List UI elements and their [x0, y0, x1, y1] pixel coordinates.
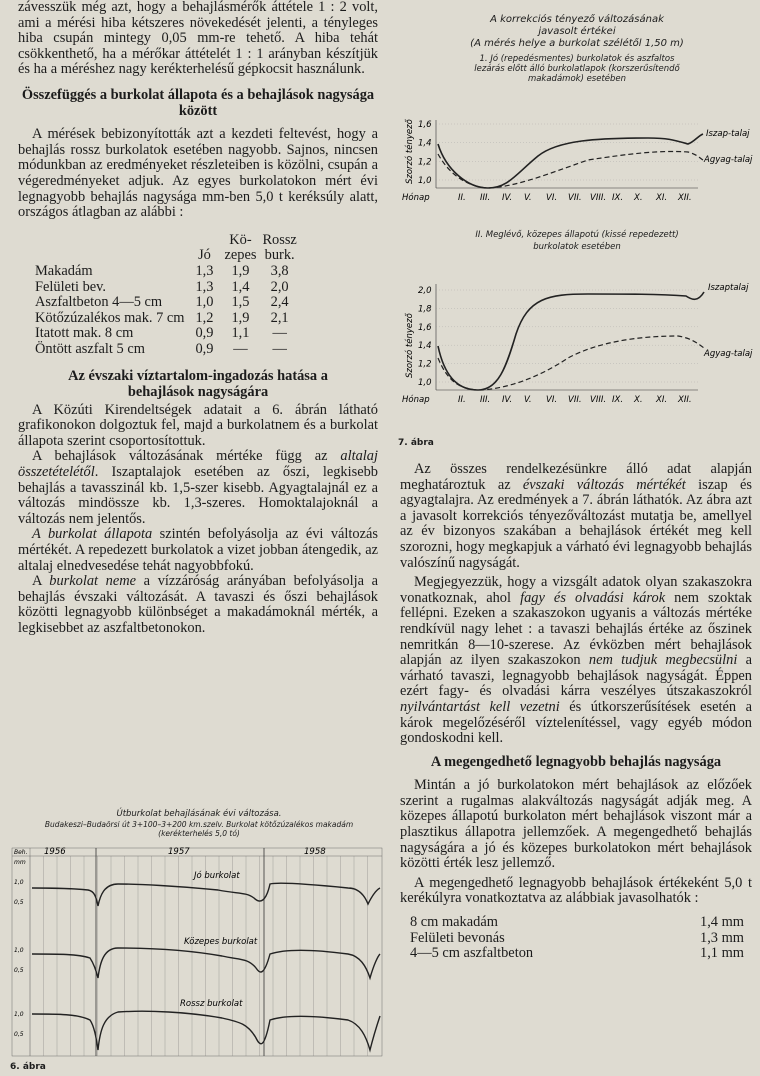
fig7-month-label: VIII. [590, 193, 607, 203]
text: Az összes rendelkezésünkre álló adat alapján meghatároztuk az [400, 461, 752, 493]
table-row [32, 264, 300, 280]
figure-7 [398, 2, 756, 452]
deflection-table [32, 233, 300, 358]
emphasis: nyilvántartást kell vezetni [400, 698, 560, 715]
text: Megjegyezzük, hogy a vizsgált adatok olyan szakaszokra vonatkoznak, ahol [400, 574, 752, 606]
fig6-ytick: 1,0 [14, 947, 24, 954]
text: a vízzáróság arányában befolyásolja a behajlás évszaki változását. A tavaszi és őszi behajlások közötti legnagyobb különbséget a makadámoknál mérték, a legkisebbet az aszfaltbetonokon. [18, 573, 378, 636]
list-item-value: 1,4 mm [700, 914, 744, 931]
cell: 1,9 [231, 262, 250, 279]
fig7-axes-2 [436, 284, 698, 390]
col-head-kozepes: Kö- zepes [224, 231, 257, 264]
fig7-ytick: 1,4 [418, 341, 432, 352]
col-head-jo: Jó [198, 247, 211, 264]
fig7-month-label: X. [634, 193, 643, 203]
fig6-year-1: 1956 [44, 847, 66, 857]
fig7-axes-1 [436, 120, 698, 188]
list-item-name: 8 cm makadám [410, 914, 498, 931]
emphasis: burkolat neme [49, 573, 137, 590]
emphasis: fagy és olvadási károk [520, 589, 666, 606]
fig6-ytick: 1,0 [14, 1011, 24, 1018]
text: A behajlások változásának mértéke függ az [32, 448, 341, 465]
left-column [18, 0, 378, 637]
kozuti-paragraph: A Közúti Kirendeltségek adatait a 6. ábrán látható grafikonokon dolgoztuk fel, majd a burkolatnem és a burkolat állapota szerint csoportosítottuk. [18, 401, 378, 449]
fig7-month-label: III. [480, 395, 491, 405]
cell: 1,3 [195, 262, 214, 279]
meresek-paragraph: A mérések bebizonyították azt a kezdeti feltevést, hogy a behajlás rossz burkolatok esetében nagyobb. Sajnos, nincsen módunkban az eredményeket részleteiben is közölni, csupán a végeredményeket adjuk. Az egyes burkolatokon mért évi legnagyobb behajlás nagysága mm-ben 5,0 t keréksúly alatt, országos átlagban az alábbi : [18, 126, 378, 221]
fig7-month-label: Hónap [402, 193, 430, 203]
fig7-month-label: XII. [678, 395, 692, 405]
fig6-subtitle2: (kerékterhelés 5,0 tó) [158, 829, 240, 838]
row-label: Itatott mak. 8 cm [35, 325, 134, 342]
fig7-month-label: VII. [568, 193, 582, 203]
fig6-series-jo [32, 883, 380, 906]
fig7-month-label: III. [480, 193, 491, 203]
fig7-legend-agyag-2: Agyag-talaj [704, 349, 753, 359]
section-heading-evszaki: Az évszaki víztartalom-ingadozás hatása a behajlások nagyságára [68, 368, 328, 401]
cell: — [233, 340, 248, 357]
fig7-sub1-a: 1. Jó (repedésmentes) burkolatok és aszfaltos [479, 54, 675, 64]
fig7-month-label: IX. [612, 395, 624, 405]
table-row [32, 280, 300, 296]
ertek-paragraph: A megengedhető legnagyobb behajlások értékeként 5,0 t kerékúlyra vonatkoztatva az alábbiak javasolhatók : [400, 874, 752, 907]
fig7-month-label: VIII. [590, 395, 607, 405]
fig6-label-rossz: Rossz burkolat [180, 999, 243, 1009]
fig6-year-2: 1957 [168, 847, 190, 857]
neme-paragraph [18, 574, 378, 636]
table-row [32, 342, 300, 358]
fig6-year-3: 1958 [304, 847, 326, 857]
text: szintén befolyásolja az évi változás mértékét. A repedezett burkolatok a vizet jobban átengedik, az altalaj elnedvesedése tehát nagyobbfokú. [18, 526, 378, 574]
intro-paragraph: závesszük még azt, hogy a behajlásmérők áttétele 1 : 2 volt, ami a mérési hiba kétszeres növekedését jelenti, a tényleges hiba csupán mintegy 0,05 mm-re tehető. A hiba tehát csökkenthető, ha a mérőkar áttételét 1 : 1 arányban készítjük és ha a méréshez nagy kerékterhelésű gépkocsit használunk. [18, 0, 378, 78]
fig7-line-iszap-1 [438, 134, 703, 188]
row-label: Aszfaltbeton 4—5 cm [35, 294, 163, 311]
fig7-month-label: VI. [546, 395, 558, 405]
cell: 2,1 [270, 309, 289, 326]
megjegyezzuk-paragraph [400, 575, 752, 747]
fig7-legend-iszap-2: Iszaptalaj [708, 283, 749, 293]
fig6-caption: 6. ábra [10, 1062, 46, 1072]
osszes-paragraph [400, 462, 752, 571]
fig7-month-label: VI. [546, 193, 558, 203]
fig7-legend-iszap-1: Iszap-talaj [706, 129, 750, 139]
cell: 1,2 [195, 309, 214, 326]
allowed-deflection-list [410, 915, 744, 962]
fig7-sub1-c: makadámok) esetében [527, 74, 627, 84]
fig6-ylabel: Beh. [14, 849, 28, 856]
cell: 1,0 [195, 294, 214, 311]
table-header-row [32, 233, 300, 264]
fig7-line-iszap-2 [438, 292, 704, 390]
list-item [410, 946, 744, 962]
fig7-month-label: V. [524, 193, 532, 203]
right-column [400, 462, 752, 962]
fig7-sub2-a: II. Meglévő, közepes állapotú (kissé repedezett) [475, 230, 679, 240]
fig7-ylabel-2: Szorzó tényező [405, 313, 415, 378]
fig6-series-rossz [32, 1011, 380, 1050]
fig6-yunit: mm [14, 859, 26, 866]
fig7-sub2-b: burkolatok esetében [533, 242, 621, 252]
list-item [410, 931, 744, 947]
cell: 1,5 [231, 294, 250, 311]
fig7-ytick: 1,0 [418, 378, 432, 388]
table-row [32, 326, 300, 342]
fig7-month-label: XI. [656, 193, 668, 203]
fig7-ytick: 1,8 [418, 304, 432, 315]
fig6-label-jo: Jó burkolat [194, 871, 240, 881]
fig7-month-label: VII. [568, 395, 582, 405]
fig7-month-label: XI. [656, 395, 668, 405]
fig7-ytick: 1,6 [418, 120, 432, 130]
valtozas-paragraph [18, 449, 378, 527]
list-item-name: Felületi bevonás [410, 929, 505, 946]
cell: 1,1 [231, 325, 250, 342]
fig6-ytick: 1,0 [14, 879, 24, 886]
emphasis: nem tudjuk megbecsülni [588, 652, 738, 669]
row-label: Felületi bev. [35, 278, 107, 295]
fig7-month-label: II. [458, 193, 466, 203]
cell: 0,9 [195, 325, 214, 342]
table-row [32, 311, 300, 327]
section-heading-megengedett: A megengedhető legnagyobb behajlás nagysága [430, 753, 722, 770]
fig7-legend-agyag-1: Agyag-talaj [704, 155, 753, 165]
cell: 1,3 [195, 278, 214, 295]
cell: 2,0 [270, 278, 289, 295]
text: iszap és agyagtalajra. Az eredmények a 7. ábrán láthatók. Az ábra azt a javasolt korrekciós tényezőváltozást mutatja be, amellyel az év bizonyos szakában a behajlások értékét meg kell szorozni, hogy megkapjuk a várható évi legnagyobb behajlás valószínű nagyságát. [400, 476, 752, 571]
allapot-paragraph [18, 527, 378, 574]
emphasis: altalaj összetételétől [18, 448, 378, 481]
fig6-ytick: 0,5 [14, 967, 24, 974]
fig7-ytick: 1,2 [418, 359, 432, 370]
text: A [32, 573, 50, 590]
fig7-chart-2 [398, 278, 756, 428]
mintan-paragraph: Mintán a jó burkolatokon mért behajlások az előzőek szerint a rugalmas alakváltozás nagyságát adják meg. A közepes állapotú burkolaton mért behajlások viszont már a plasztikus állapotra jellemzőek. A megengedhető behajlás nagyságára a jó és közepes burkolatokon mért behajlások közötti érték lesz jellemző. [400, 777, 752, 872]
fig6-series-kozepes [32, 948, 380, 978]
row-label: Kötőzúzalékos mak. 7 cm [35, 309, 185, 326]
fig7-caption: 7. ábra [398, 438, 434, 448]
fig7-ylabel-1: Szorzó tényező [405, 119, 415, 184]
fig7-ytick: 1,2 [418, 157, 432, 168]
cell: 3,8 [270, 262, 289, 279]
fig6-title: Útburkolat behajlásának évi változása. [116, 809, 282, 819]
fig7-chart-1 [398, 114, 756, 204]
fig7-title-3: (A mérés helye a burkolat szélétől 1,50 m) [470, 38, 684, 49]
fig7-ytick: 1,6 [418, 322, 432, 333]
fig7-month-label: IV. [502, 193, 513, 203]
fig7-ytick: 2,0 [418, 286, 432, 296]
row-label: Öntött aszfalt 5 cm [35, 340, 145, 357]
row-label: Makadám [35, 262, 93, 279]
text: és útkorszerűsítések esetén a károk megelőzéséről víztelenítéssel, vagy egyéb módon gondoskodni kell. [400, 698, 752, 747]
text: . Iszaptalajok esetében az őszi, legkisebb behajlás a tavasszinál kb. 1,5-szer kisebb. Agyagtalajnál ez a változás mindössze kb. 1,3-szeres. Homoktalajoknál a változás nem jelentős. [18, 464, 378, 527]
fig7-line-agyag-1 [438, 151, 703, 188]
text: a várható tavaszi, legnagyobb behajlások nagyságát. Éppen ezért fagy- és olvadási kárra veszélyes útszakaszokról [400, 652, 752, 700]
text: nem szoktak fellépni. Ezeken a szakaszokon ugyanis a változás mértéke rendkívül nagy lehet : a tavaszi behajlás értéke az őszinek nemritkán 8—10-szerese. Az évközben mért behajlások alapján az ilyen szakaszokon [400, 589, 752, 669]
list-item [410, 915, 744, 931]
fig6-chart [8, 844, 390, 1070]
fig7-title-2: javasolt értékei [538, 26, 616, 37]
fig7-sub1-b: lezárás előtt álló burkolatlapok (korszerűsítendő [474, 64, 680, 74]
list-item-value: 1,1 mm [700, 945, 744, 962]
fig7-month-label: V. [524, 395, 532, 405]
cell: 1,4 [231, 278, 250, 295]
fig7-month-label: IV. [502, 395, 513, 405]
fig7-month-label: Hónap [402, 395, 430, 405]
fig7-ytick: 1,4 [418, 138, 432, 149]
cell: — [272, 325, 287, 342]
cell: 2,4 [270, 294, 289, 311]
emphasis: évszaki változás mértékét [522, 476, 686, 493]
list-item-value: 1,3 mm [700, 929, 744, 946]
section-heading-osszefugges: Összefüggés a burkolat állapota és a behajlások nagysága között [21, 86, 375, 119]
fig6-label-kozepes: Közepes burkolat [184, 937, 258, 947]
fig7-month-label: X. [634, 395, 643, 405]
cell: — [272, 340, 287, 357]
col-head-rossz: Rossz burk. [262, 231, 297, 264]
fig7-title-1: A korrekciós tényező változásának [490, 14, 664, 25]
cell: 0,9 [195, 340, 214, 357]
fig7-month-label: XII. [678, 193, 692, 203]
fig7-ytick: 1,0 [418, 176, 432, 186]
fig6-ytick: 0,5 [14, 899, 24, 906]
fig7-month-label: II. [458, 395, 466, 405]
figure-6 [8, 808, 390, 1074]
table-row [32, 295, 300, 311]
fig6-ytick: 0,5 [14, 1031, 24, 1038]
list-item-name: 4—5 cm aszfaltbeton [410, 945, 534, 962]
emphasis: A burkolat állapota [32, 526, 153, 543]
cell: 1,9 [231, 309, 250, 326]
fig7-month-label: IX. [612, 193, 624, 203]
fig6-subtitle: Budakeszi–Budaörsi út 3+100–3+200 km.szelv. Burkolat kötőzúzalékos makadám [44, 820, 354, 829]
